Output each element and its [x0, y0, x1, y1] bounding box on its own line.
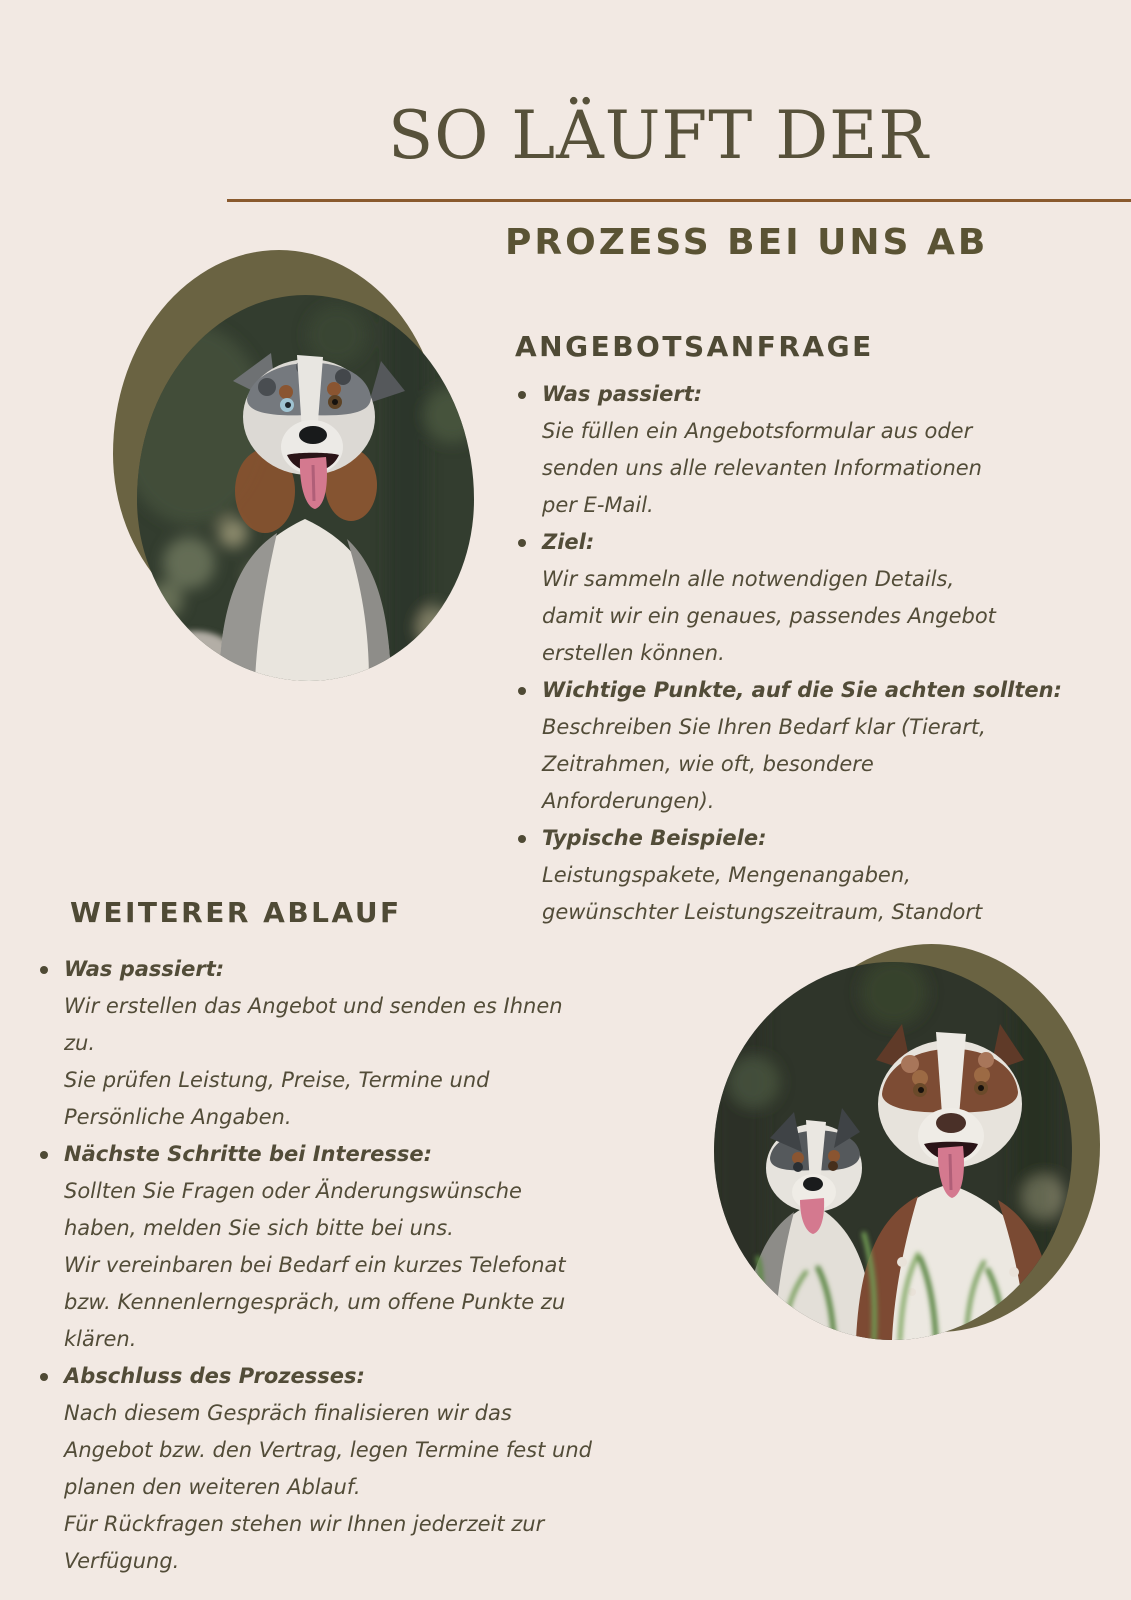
list-item — [515, 376, 1115, 524]
item-label: Was passiert: — [64, 957, 225, 981]
item-line: Anforderungen). — [542, 789, 715, 813]
dog-photo-bottom-right — [714, 962, 1072, 1340]
item-line: klären. — [64, 1327, 137, 1351]
bullet-dot — [40, 1373, 48, 1381]
item-line: bzw. Kennenlerngespräch, um offene Punkte zu — [64, 1290, 566, 1314]
list-item — [37, 951, 717, 1136]
item-line: erstellen können. — [542, 641, 725, 665]
divider-line — [227, 199, 1131, 202]
item-label: Nächste Schritte bei Interesse: — [64, 1142, 433, 1166]
page-title: SO LÄUFT DER — [388, 97, 929, 174]
dog-illustration-1 — [137, 295, 474, 681]
item-line: planen den weiteren Ablauf. — [64, 1475, 361, 1499]
item-label: Was passiert: — [542, 382, 703, 406]
list-item — [37, 1136, 717, 1358]
item-line: Zeitrahmen, wie oft, besondere — [542, 752, 874, 776]
item-line: Verfügung. — [64, 1549, 180, 1573]
item-line: haben, melden Sie sich bitte bei uns. — [64, 1216, 454, 1240]
item-label: Ziel: — [542, 530, 595, 554]
item-line: per E-Mail. — [542, 493, 654, 517]
item-line: Beschreiben Sie Ihren Bedarf klar (Tierart, — [542, 715, 986, 739]
section-weiterer-ablauf — [37, 896, 717, 1580]
item-line: Für Rückfragen stehen wir Ihnen jederzeit zur — [64, 1512, 545, 1536]
bullet-dot — [518, 687, 526, 695]
item-label: Typische Beispiele: — [542, 826, 767, 850]
bullet-dot — [518, 835, 526, 843]
bullet-dot — [518, 391, 526, 399]
page-subtitle: PROZESS BEI UNS AB — [505, 222, 989, 263]
dog-illustration-2 — [714, 962, 1072, 1340]
section-heading: ANGEBOTSANFRAGE — [515, 330, 874, 363]
item-label: Abschluss des Prozesses: — [64, 1364, 365, 1388]
item-label: Wichtige Punkte, auf die Sie achten sollten: — [542, 678, 1062, 702]
bullet-list — [515, 376, 1115, 931]
item-line: Wir sammeln alle notwendigen Details, — [542, 567, 955, 591]
item-line: Sie füllen ein Angebotsformular aus oder — [542, 419, 973, 443]
item-line: Sollten Sie Fragen oder Änderungswünsche — [64, 1179, 522, 1203]
list-item — [37, 1358, 717, 1580]
section-heading: WEITERER ABLAUF — [70, 896, 402, 929]
bullet-dot — [518, 539, 526, 547]
bullet-list — [37, 951, 717, 1580]
item-line: gewünschter Leistungszeitraum, Standort — [542, 900, 983, 924]
item-line: Wir vereinbaren bei Bedarf ein kurzes Telefonat — [64, 1253, 566, 1277]
item-line: Nach diesem Gespräch finalisieren wir das — [64, 1401, 512, 1425]
item-line: Wir erstellen das Angebot und senden es Ihnen — [64, 994, 563, 1018]
bullet-dot — [40, 966, 48, 974]
item-line: Leistungspakete, Mengenangaben, — [542, 863, 911, 887]
bullet-dot — [40, 1151, 48, 1159]
item-line: damit wir ein genaues, passendes Angebot — [542, 604, 996, 628]
item-line: Sie prüfen Leistung, Preise, Termine und — [64, 1068, 490, 1092]
item-line: zu. — [64, 1031, 96, 1055]
section-angebotsanfrage — [515, 330, 1115, 931]
dog-photo-top-left — [137, 295, 474, 681]
item-line: Angebot bzw. den Vertrag, legen Termine fest und — [64, 1438, 592, 1462]
list-item — [515, 672, 1115, 820]
list-item — [515, 524, 1115, 672]
item-line: Persönliche Angaben. — [64, 1105, 292, 1129]
item-line: senden uns alle relevanten Informationen — [542, 456, 982, 480]
